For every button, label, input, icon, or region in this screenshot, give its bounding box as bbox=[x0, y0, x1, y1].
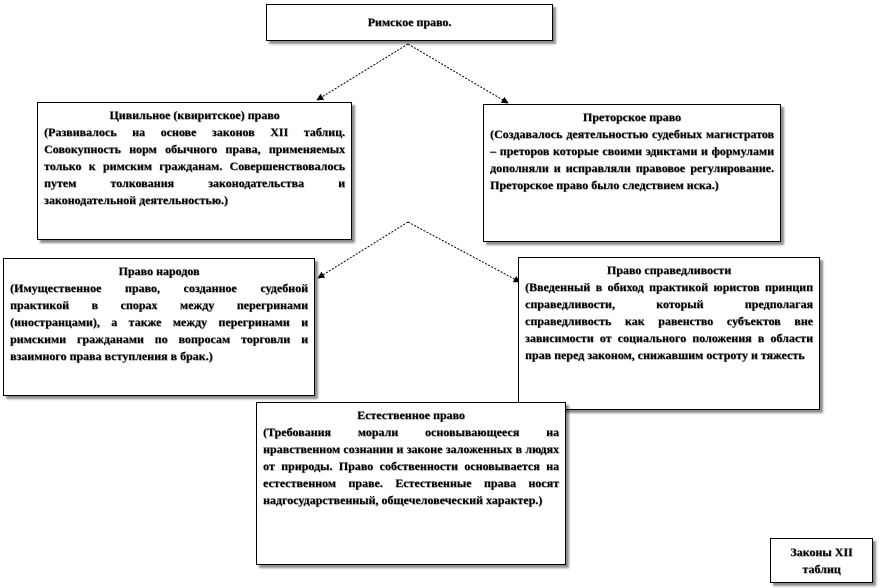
node-civil-law bbox=[37, 102, 352, 240]
node-praetor-law-title: Преторское право bbox=[582, 110, 682, 124]
node-praetor-law bbox=[483, 104, 781, 242]
node-natural-law bbox=[256, 402, 566, 565]
node-natural-law-body: (Требования морали основывающееся на нравственном сознании и законе заложенных в людях от природы. Право собственности основывается на естественном праве. Естественные права носят надгосударственный, общечеловеческий характер.) bbox=[263, 425, 559, 507]
node-roman-law-title: Римское право. bbox=[367, 15, 452, 29]
arrow-root-to-praetor bbox=[408, 44, 508, 103]
node-peoples-law-title: Право народов bbox=[118, 264, 200, 278]
node-justice-law bbox=[518, 257, 820, 410]
node-peoples-law-body: (Имущественное право, созданное судебной практикой в спорах между перегринами (иностранцами), а также между перегринами и римскими гражданами по вопросам торговли и взаимного права вступления в брак.) bbox=[10, 281, 308, 363]
arrow-root-to-civil bbox=[317, 44, 408, 100]
node-laws-xii-tables-title: Законы XII таблиц bbox=[790, 545, 853, 576]
node-civil-law-body: (Развивалось на основе законов XII таблиц. Совокупность норм обычного права, применяемых только к римским гражданам. Совершенствовалось путем толкования законодательства и законодательной деятельностью.) bbox=[44, 125, 345, 207]
node-peoples-law bbox=[3, 258, 315, 396]
node-justice-law-title: Право справедливости bbox=[606, 263, 732, 277]
node-praetor-law-body: (Создавалось деятельностью судебных магистратов – преторов которые своими эдиктами и формулами дополняли и исправляли правовое регулирование. Преторское право было следствием иска.) bbox=[490, 127, 774, 192]
node-natural-law-title: Естественное право bbox=[357, 408, 465, 422]
node-laws-xii-tables bbox=[770, 538, 873, 583]
node-justice-law-body: (Введенный в обиход практикой юристов принцип справедливости, который предполагая справедливость как равенство субъектов вне зависимости от социального положения в области прав перед законом, снижавшим остроту и тяжесть bbox=[525, 280, 813, 362]
node-roman-law bbox=[266, 4, 553, 41]
node-civil-law-title: Цивильное (квиритское) право bbox=[109, 108, 280, 122]
